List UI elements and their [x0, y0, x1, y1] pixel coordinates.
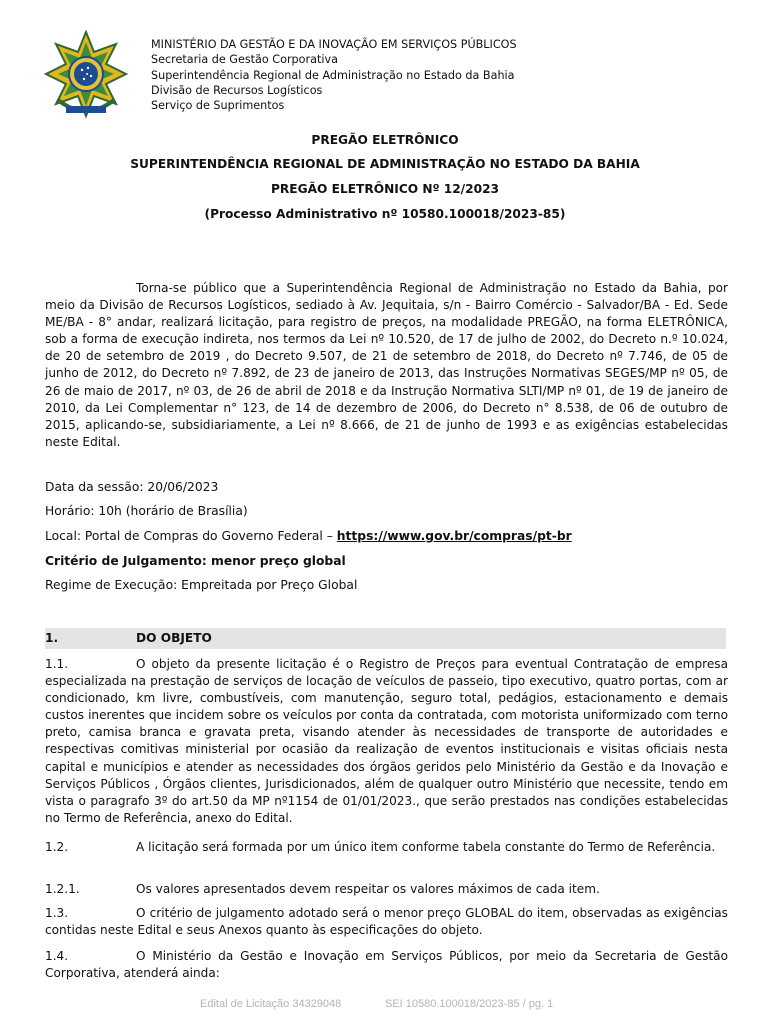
clause-text: Os valores apresentados devem respeitar os valores máximos de cada item. [136, 882, 600, 896]
header-service: Serviço de Suprimentos [151, 99, 285, 113]
footer-sei: SEI 10580.100018/2023-85 / pg. 1 [385, 998, 554, 1010]
session-time: Horário: 10h (horário de Brasília) [45, 504, 248, 518]
intro-paragraph: Torna-se público que a Superintendência Regional de Administração no Estado da Bahia, por meio da Divisão de Recursos Logísticos, sediado à Av. Jequitaia, s/n - Bairro Comércio - Salvador/BA - Ed. Sede ME/BA - 8° andar, realizará licitação, para registro de preços, na modalidade PREGÃO, na forma ELETRÔNICA, sob a forma de execução indireta, nos termos da Lei nº 10.520, de 17 de julho de 2002, do Decreto n.º 10.024, de 20 de setembro de 2019 , do Decreto 9.507, de 21 de setembro de 2018, do Decreto nº 7.746, de 05 de junho de 2012, do Decreto nº 7.892, de 23 de janeiro de 2013, das Instruções Normativas SEGES/MP nº 05, de 26 de maio de 2017, nº 03, de 26 de abril de 2018 e da Instrução Normativa SLTI/MP nº 01, de 19 de janeiro de 2010, da Lei Complementar n° 123, de 14 de dezembro de 2006, do Decreto n° 8.538, de 06 de outubro de 2015, aplicando-se, subsidiariamente, a Lei nº 8.666, de 21 de junho de 1993 e as exigências estabelecidas neste Edital. [45, 281, 728, 449]
institution-header [151, 37, 517, 113]
clause-1-2 [45, 839, 728, 856]
compras-link[interactable]: https://www.gov.br/compras/pt-br [336, 529, 572, 543]
header-secretariat: Secretaria de Gestão Corporativa [151, 53, 338, 67]
clause-number: 1.3. [45, 906, 69, 920]
clause-text: O critério de julgamento adotado será o menor preço GLOBAL do item, observadas as exigências contidas neste Edital e seus Anexos quanto às especificações do objeto. [45, 906, 728, 938]
execution-regime: Regime de Execução: Empreitada por Preço Global [45, 578, 358, 592]
title-pregao: PREGÃO ELETRÔNICO [311, 133, 459, 147]
clause-number: 1.1. [45, 657, 69, 671]
clause-1-4 [45, 948, 728, 982]
header-superintendence: Superintendência Regional de Administração no Estado da Bahia [151, 68, 515, 82]
footer-edital: Edital de Licitação 34329048 [200, 998, 342, 1010]
coat-of-arms-icon [44, 30, 128, 120]
clause-number: 1.4. [45, 949, 69, 963]
clause-1-2-1 [45, 881, 728, 898]
clause-text: O objeto da presente licitação é o Registro de Preços para eventual Contratação de empresa especializada na prestação de serviços de locação de veículos de passeio, tipo executivo, quatro portas, com ar condicionado, km livre, combustíveis, com manutenção, seguro total, pedágios, estacionamento e demais custos inerentes que incidem sobre os veículos por conta da contratada, com motorista uniformizado com terno preto, camisa branca e gravata preta, visando atender às necessidades de transporte de autoridades e respectivas comitivas ministerial por ocasião da realização de eventos institucionais e visitas oficiais nesta capital e municípios e atender as necessidades dos órgãos geridos pelo Ministério da Gestão e da Inovação e Serviços Públicos , Órgãos clientes, Jurisdicionados, além de qualquer outro Ministério que necessite, tendo em vista o paragrafo 3º do art.50 da MP nº1154 de 01/01/2023., que serão prestados nas condições estabelecidas no Termo de Referência, anexo do Edital. [45, 657, 728, 825]
section-number: 1. [45, 631, 59, 645]
judgment-criterion: Critério de Julgamento: menor preço global [45, 554, 346, 568]
session-date: Data da sessão: 20/06/2023 [45, 480, 219, 494]
clause-number: 1.2.1. [45, 882, 80, 896]
section-heading-objeto [45, 628, 726, 649]
title-pregao-number: PREGÃO ELETRÔNICO Nº 12/2023 [270, 182, 500, 196]
header-division: Divisão de Recursos Logísticos [151, 83, 323, 97]
section-title: DO OBJETO [136, 631, 212, 645]
header-ministry: MINISTÉRIO DA GESTÃO E DA INOVAÇÃO EM SERVIÇOS PÚBLICOS [151, 38, 517, 51]
clause-text: O Ministério da Gestão e Inovação em Serviços Públicos, por meio da Secretaria de Gestão Corporativa, atenderá ainda: [45, 949, 728, 981]
title-process: (Processo Administrativo nº 10580.100018/2023-85) [204, 207, 566, 221]
clause-text: A licitação será formada por um único item conforme tabela constante do Termo de Referência. [136, 840, 716, 854]
location-label: Local: Portal de Compras do Governo Federal – [45, 529, 337, 543]
clause-number: 1.2. [45, 840, 69, 854]
clause-1-3 [45, 905, 728, 939]
title-superintendence: SUPERINTENDÊNCIA REGIONAL DE ADMINISTRAÇÃO NO ESTADO DA BAHIA [130, 157, 640, 171]
clause-1-1 [45, 656, 728, 827]
session-location [45, 529, 572, 543]
